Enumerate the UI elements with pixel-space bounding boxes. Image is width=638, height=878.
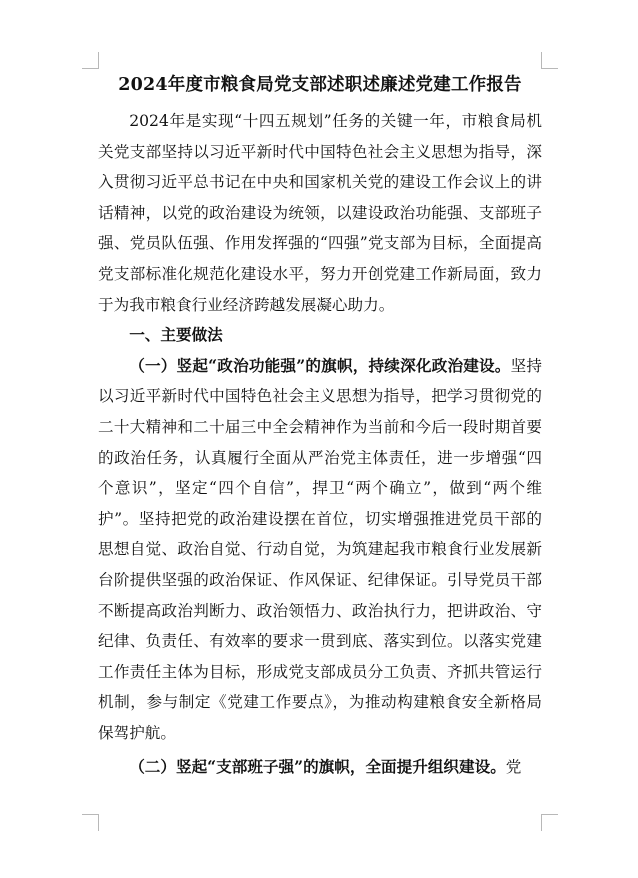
intro-paragraph: 2024年是实现“十四五规划”任务的关键一年，市粮食局机关党支部坚持以习近平新时代中国特色社会主义思想为指导，深入贯彻习近平总书记在中央和国家机关党的建设工作会议上的讲话精神，以党的政治建设为统领，以建设政治功能强、支部班子强、党员队伍强、作用发挥强的“四强”党支部为目标，全面提高党支部标准化规范化建设水平，努力开创党建工作新局面，致力于为我市粮食行业经济跨越发展凝心助力。	[98, 112, 542, 314]
crop-mark-top-right	[541, 52, 558, 69]
item-2-lead: （二）竖起“支部班子强”的旗帜，全面提升组织建设。	[129, 757, 506, 777]
crop-mark-top-left	[82, 52, 99, 69]
item-1-paragraph	[98, 351, 542, 749]
document-title: 2024年度市粮食局党支部述职述廉述党建工作报告	[118, 75, 522, 95]
section-heading-main-practices: 一、主要做法	[129, 325, 223, 345]
document-body	[98, 70, 542, 783]
item-1-lead: （一）竖起“政治功能强”的旗帜，持续深化政治建设。	[129, 355, 511, 375]
item-2-paragraph	[98, 752, 542, 783]
item-2-body: 党	[505, 758, 522, 777]
crop-mark-bottom-right	[541, 814, 558, 831]
item-1-body: 坚持以习近平新时代中国特色社会主义思想为指导，把学习贯彻党的二十大精神和二十届三中全会精神作为当前和今后一段时期首要的政治任务，认真履行全面从严治党主体责任，进一步增强“四个意识”，坚定“四个自信”，捍卫“两个确立”，做到“两个维护”。坚持把党的政治建设摆在首位，切实增强推进党员干部的思想自觉、政治自觉、行动自觉，为筑建起我市粮食行业发展新台阶提供坚强的政治保证、作风保证、纪律保证。引导党员干部不断提高政治判断力、政治领悟力、政治执行力，把讲政治、守纪律、负责任、有效率的要求一贯到底、落实到位。以落实党建工作责任主体为目标，形成党支部成员分工负责、齐抓共管运行机制，参与制定《党建工作要点》，为推动构建粮食安全新格局保驾护航。	[98, 356, 542, 742]
crop-mark-bottom-left	[82, 814, 99, 831]
